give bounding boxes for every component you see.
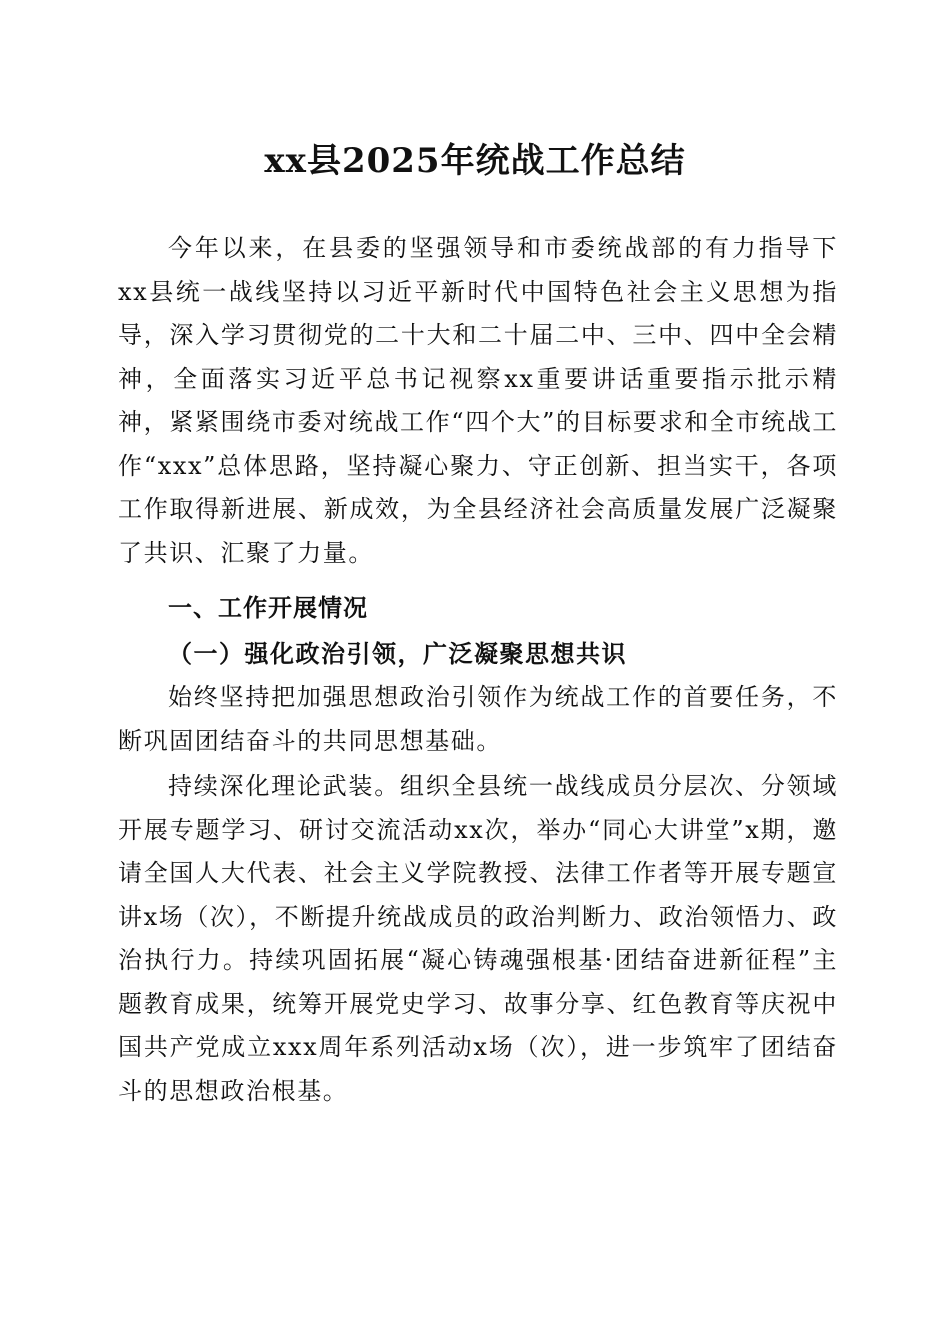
intro-paragraph: 今年以来，在县委的坚强领导和市委统战部的有力指导下xx县统一战线坚持以习近平新时代中国特色社会主义思想为指导，深入学习贯彻党的二十大和二十届二中、三中、四中全会精神，全面落实习近平总书记视察xx重要讲话重要指示批示精神，紧紧围绕市委对统战工作“四个大”的目标要求和全市统战工作“xxx”总体思路，坚持凝心聚力、守正创新、担当实干，各项工作取得新进展、新成效，为全县经济社会高质量发展广泛凝聚了共识、汇聚了力量。 [118,234,838,567]
subsection-paragraph-2: 持续深化理论武装。组织全县统一战线成员分层次、分领域开展专题学习、研讨交流活动xx次，举办“同心大讲堂”x期，邀请全国人大代表、社会主义学院教授、法律工作者等开展专题宣讲x场（次），不断提升统战成员的政治判断力、政治领悟力、政治执行力。持续巩固拓展“凝心铸魂强根基·团结奋进新征程”主题教育成果，统筹开展党史学习、故事分享、红色教育等庆祝中国共产党成立xxx周年系列活动x场（次），进一步筑牢了团结奋斗的思想政治根基。 [118,772,838,1105]
subsection-paragraph-1: 始终坚持把加强思想政治引领作为统战工作的首要任务，不断巩固团结奋斗的共同思想基础。 [118,683,838,755]
document-title: xx县2025年统战工作总结 [264,141,686,181]
subsection-heading: （一）强化政治引领，广泛凝聚思想共识 [168,639,627,668]
section-heading: 一、工作开展情况 [168,594,368,622]
